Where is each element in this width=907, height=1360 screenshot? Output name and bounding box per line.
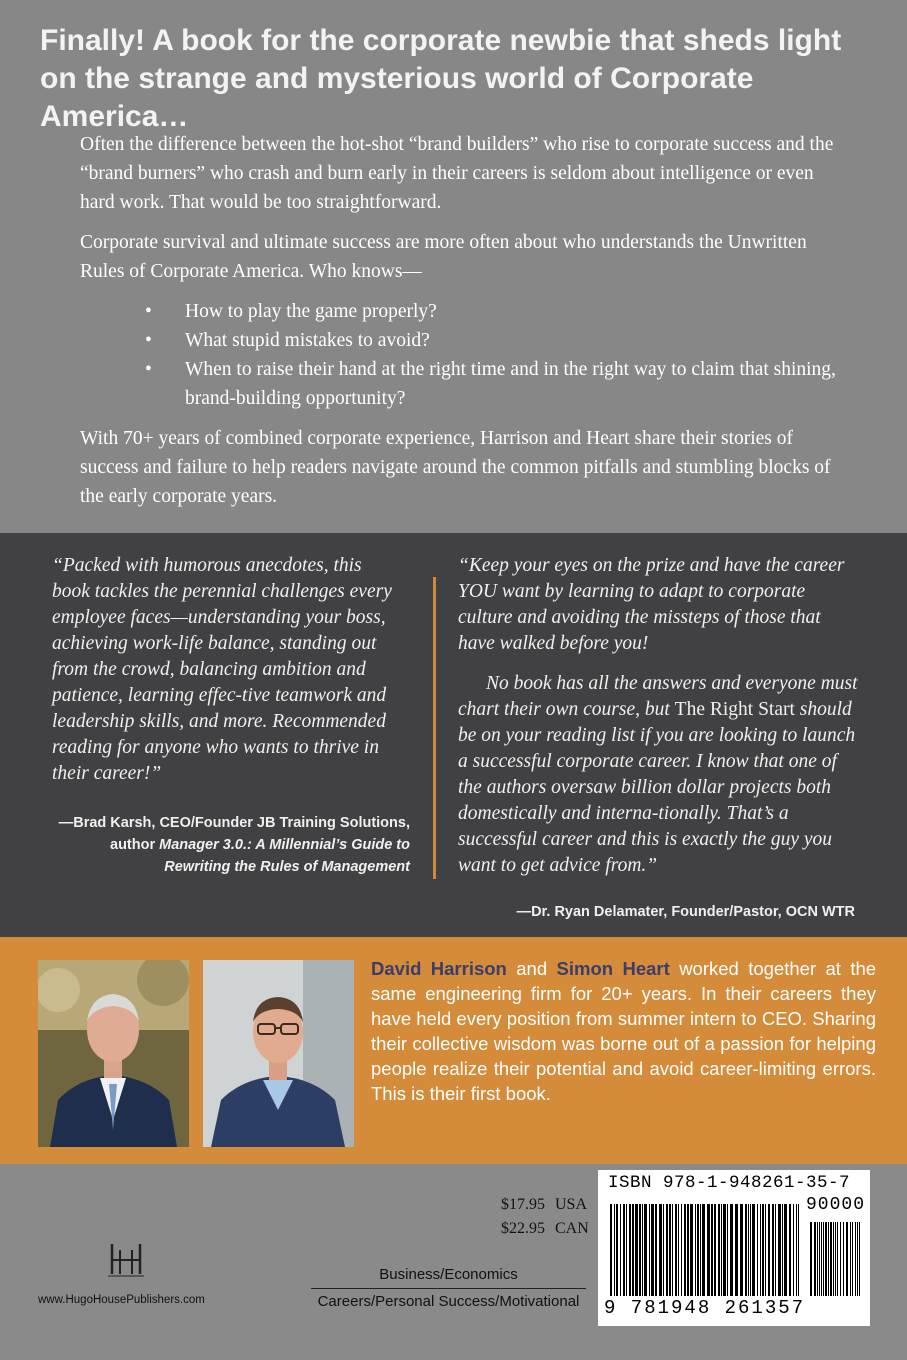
publisher-website: www.HugoHousePublishers.com — [38, 1294, 205, 1306]
barcode-bar — [623, 1204, 625, 1296]
bullet-list — [145, 297, 865, 413]
attribution-book-title: Manager 3.0.: A Millennial’s Guide to Rewriting the Rules of Management — [159, 837, 410, 875]
price-amount: $17.95 — [501, 1196, 545, 1213]
bio-and: and — [516, 958, 548, 979]
barcode-bar — [798, 1204, 799, 1296]
barcode-addon-bar — [823, 1222, 824, 1296]
barcode-bar — [681, 1204, 682, 1296]
price-amount: $22.95 — [501, 1220, 545, 1237]
isbn-barcode — [598, 1170, 870, 1326]
barcode-bar — [620, 1204, 621, 1296]
closing-paragraph: With 70+ years of combined corporate experience, Harrison and Heart share their stories of success and failure to help readers navigate around the common pitfalls and stumbling blocks of the early corporate years. — [80, 428, 831, 507]
barcode-bar — [723, 1204, 726, 1296]
barcode-bar — [675, 1204, 677, 1296]
quote-right-text2b: should be on your reading list if you are looking to launch a successful corporate career. I know that one of the authors oversaw billion dollar projects both domestically and interna-tionally. That’s a successful career and this is exactly the guy you want to get advice from.” — [458, 699, 856, 876]
barcode-bar — [644, 1204, 647, 1296]
barcode-bar — [629, 1204, 631, 1296]
barcode-addon-bar — [830, 1222, 832, 1296]
barcode-bar — [757, 1204, 758, 1296]
barcode-addon-bar — [859, 1222, 860, 1296]
barcode-addon-bar — [821, 1222, 822, 1296]
bullet-item: • What stupid mistakes to avoid? — [145, 326, 865, 355]
barcode-addon-bar — [817, 1222, 818, 1296]
barcode-addon-bar — [828, 1222, 829, 1296]
bio-text: worked together at the same engineering firm for 20+ years. In their careers they have held every position from summer intern to CEO. Sharing their collective wisdom was borne out of a passion for helping people realize their potential and avoid career-limiting errors. This is their first book. — [371, 958, 877, 1104]
barcode-bar — [639, 1204, 641, 1296]
barcode-bar — [632, 1204, 634, 1296]
barcode-addon-bar — [855, 1222, 856, 1296]
barcode-bar — [784, 1204, 787, 1296]
barcode-bar — [610, 1204, 612, 1296]
barcode-bar — [730, 1204, 733, 1296]
bullet-item: • How to play the game properly? — [145, 297, 865, 326]
barcode-bar — [772, 1204, 774, 1296]
quote-left-text: “Packed with humorous anecdotes, this book tackles the perennial challenges every employee faces—understanding your boss, achieving work-life balance, standing out from the crowd, balancing ambition and patience, learning effec-tive teamwork and leadership skills, and more. Recommended reading for anyone who wants to thrive in their career!” — [52, 555, 392, 784]
barcode-bar — [655, 1204, 657, 1296]
barcode-addon-bar — [825, 1222, 827, 1296]
author-photo-heart — [203, 960, 354, 1147]
barcode-bar — [775, 1204, 776, 1296]
barcode-bar — [669, 1204, 671, 1296]
price-currency: USA — [555, 1196, 588, 1213]
price-currency: CAN — [555, 1220, 589, 1237]
barcode-bar — [687, 1204, 689, 1296]
barcode-bar — [765, 1204, 766, 1296]
barcode-bar — [695, 1204, 696, 1296]
category-primary: Business/Economics — [379, 1266, 518, 1283]
barcode-bar — [616, 1204, 618, 1296]
barcode-bar — [659, 1204, 662, 1296]
barcode-bar — [678, 1204, 679, 1296]
barcode-bar — [684, 1204, 686, 1296]
barcode-bar — [748, 1204, 749, 1296]
barcode-bar — [651, 1204, 654, 1296]
author-name-heart: Simon Heart — [556, 958, 670, 979]
attribution-book — [40, 834, 410, 878]
barcode-bar — [740, 1204, 743, 1296]
barcode-addon-bar — [837, 1222, 838, 1296]
barcode-addon-bar — [846, 1222, 848, 1296]
publisher-logo-icon — [104, 1238, 148, 1286]
author-name-harrison: David Harrison — [371, 958, 507, 979]
barcode-bar — [672, 1204, 673, 1296]
headline: Finally! A book for the corporate newbie that sheds light on the strange and mysterious world of Corporate America… — [40, 24, 842, 133]
barcode-bar — [762, 1204, 764, 1296]
author-photo-harrison — [38, 960, 189, 1147]
attribution-prefix: author — [110, 837, 156, 853]
barcode-bar — [635, 1204, 638, 1296]
attribution-name: —Brad Karsh, CEO/Founder JB Training Solutions, — [58, 815, 410, 831]
barcode-bar — [614, 1204, 615, 1296]
barcode-bar — [721, 1204, 722, 1296]
barcode-bar — [768, 1204, 770, 1296]
barcode-bar — [663, 1204, 664, 1296]
quote-right-text1: “Keep your eyes on the prize and have the career YOU want by learning to adapt to corporate culture and avoiding the missteps of those that have walked before you! — [458, 555, 845, 654]
barcode-bar — [666, 1204, 668, 1296]
quote-right-text2 — [458, 671, 858, 879]
quote-divider — [433, 577, 436, 879]
category-secondary: Careers/Personal Success/Motivational — [317, 1293, 580, 1310]
barcode-number: 9 781948 261357 — [604, 1297, 806, 1319]
isbn-label: ISBN 978-1-948261-35-7 — [608, 1173, 851, 1193]
barcode-bar — [697, 1204, 699, 1296]
quote-left-attribution — [40, 812, 410, 878]
intro-paragraph: Often the difference between the hot-shot “brand builders” who rise to corporate success and the “brand burners” who crash and burn early in their careers is seldom about intelligence or even hard work. That would be too straightforward. — [80, 134, 834, 213]
barcode-addon-bar — [843, 1222, 844, 1296]
barcode-bar — [649, 1204, 650, 1296]
barcode-bar — [690, 1204, 693, 1296]
barcode-bar — [778, 1204, 781, 1296]
barcode-bar — [718, 1204, 720, 1296]
price-usa — [501, 1196, 605, 1214]
barcode-bar — [702, 1204, 705, 1296]
barcode-bar — [760, 1204, 761, 1296]
barcode-bar — [789, 1204, 791, 1296]
barcode-addon-bar — [819, 1222, 820, 1296]
barcode-addon-bar — [814, 1222, 816, 1296]
quote-right-book-title: The Right Start — [674, 699, 795, 720]
barcode-bar — [782, 1204, 783, 1296]
barcode-addon-bar — [840, 1222, 841, 1296]
barcode-addon-bar — [835, 1222, 836, 1296]
barcode-bar — [796, 1204, 797, 1296]
barcode-addon-bar — [810, 1222, 812, 1296]
barcode-bar — [793, 1204, 794, 1296]
barcode-bar — [700, 1204, 701, 1296]
quote-right-text2a: No book has all the answers and everyone must chart their own course, but — [458, 673, 858, 720]
barcode-bar — [735, 1204, 738, 1296]
barcode-bar — [714, 1204, 716, 1296]
barcode-addon-bar — [833, 1222, 834, 1296]
barcode-bar — [745, 1204, 747, 1296]
barcode-bar — [707, 1204, 710, 1296]
author-bio — [371, 956, 876, 1106]
survival-paragraph: Corporate survival and ultimate success are more often about who understands the Unwritten Rules of Corporate America. Who knows— — [80, 232, 807, 282]
barcode-bar — [626, 1204, 627, 1296]
barcode-bar — [711, 1204, 713, 1296]
barcode-addon-bar — [850, 1222, 851, 1296]
barcode-addon-bar — [852, 1222, 853, 1296]
barcode-addon-bar — [857, 1222, 858, 1296]
price-can — [501, 1220, 605, 1238]
quote-right-attribution: —Dr. Ryan Delamater, Founder/Pastor, OCN WTR — [516, 904, 855, 920]
blurb-section — [0, 0, 907, 533]
barcode-bar — [642, 1204, 643, 1296]
category-divider — [311, 1288, 586, 1289]
barcode-bar — [752, 1204, 755, 1296]
barcode-bar — [727, 1204, 728, 1296]
bullet-item: • When to raise their hand at the right time and in the right way to claim that shining, brand-building opportunity? — [145, 355, 865, 413]
barcode-bar — [750, 1204, 751, 1296]
price-code: 90000 — [806, 1195, 866, 1215]
